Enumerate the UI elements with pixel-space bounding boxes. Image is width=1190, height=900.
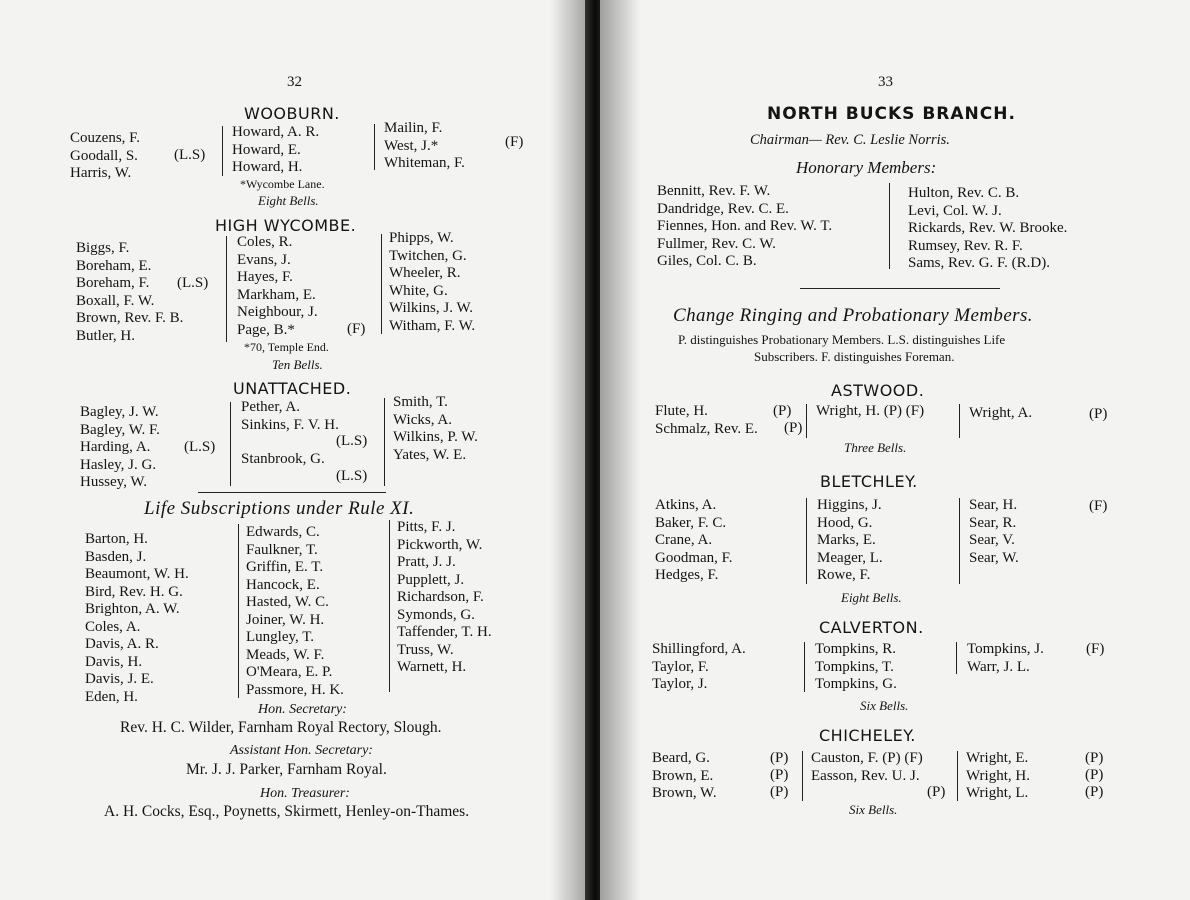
- list-item: Wicks, A.: [393, 411, 452, 428]
- honorary-col2: [908, 185, 1067, 273]
- list-item: Davis, A. R.: [85, 636, 159, 652]
- list-item: Biggs, F.: [76, 240, 130, 256]
- list-item: Basden, J.: [85, 548, 147, 565]
- list-item: Shillingford, A.: [652, 641, 746, 657]
- high-wycombe-bells: Ten Bells.: [272, 357, 323, 372]
- calverton-col3: [967, 641, 1044, 676]
- column-divider: [384, 398, 385, 486]
- calverton-col2: [815, 641, 897, 694]
- list-item: Sinkins, F. V. H.: [241, 416, 339, 433]
- hon-secretary: Rev. H. C. Wilder, Farnham Royal Rectory, Slough.: [120, 719, 442, 736]
- probationary-flag: (P): [1085, 784, 1104, 800]
- list-item: Hasted, W. C.: [246, 594, 329, 610]
- life-subscriptions-heading: Life Subscriptions under Rule XI.: [144, 498, 415, 519]
- probationary-flag: (P): [770, 784, 789, 800]
- list-item: Tompkins, J.: [967, 641, 1044, 657]
- probationary-flag: (P): [927, 784, 946, 800]
- list-item: Warnett, H.: [397, 659, 467, 675]
- list-item: Symonds, G.: [397, 606, 475, 623]
- list-item: Tompkins, G.: [815, 676, 897, 692]
- list-item: Pupplett, J.: [397, 571, 465, 588]
- column-divider: [806, 498, 807, 584]
- list-item: Harris, W.: [70, 165, 132, 181]
- list-item: Phipps, W.: [389, 230, 454, 246]
- list-item: Passmore, H. K.: [246, 681, 344, 698]
- list-item: Hancock, E.: [246, 576, 320, 593]
- list-item: Dandridge, Rev. C. E.: [657, 200, 789, 217]
- section-divider: [198, 492, 386, 493]
- list-item: Giles, Col. C. B.: [657, 253, 757, 269]
- list-item: Sear, H.: [969, 497, 1018, 513]
- list-item: Schmalz, Rev. E.: [655, 420, 758, 437]
- list-item: Fullmer, Rev. C. W.: [657, 235, 776, 252]
- list-item: Bird, Rev. H. G.: [85, 583, 183, 600]
- list-item: Pether, A.: [241, 399, 300, 415]
- list-item: Howard, E.: [232, 141, 301, 158]
- life-col3: [397, 519, 492, 677]
- list-item: Couzens, F.: [70, 130, 141, 146]
- bletchley-bells: Eight Bells.: [841, 590, 902, 605]
- list-item: Twitchen, G.: [389, 247, 467, 264]
- list-item: Boxall, F. W.: [76, 292, 155, 309]
- astwood-bells: Three Bells.: [844, 440, 907, 455]
- list-item: Wright, L.: [966, 785, 1029, 801]
- list-item: Atkins, A.: [655, 497, 717, 513]
- list-item: Butler, H.: [76, 327, 135, 344]
- probationary-flag: (P): [770, 750, 789, 766]
- list-item: Boreham, F.: [76, 275, 150, 291]
- list-item: Lungley, T.: [246, 629, 315, 645]
- list-item: Witham, F. W.: [389, 317, 476, 334]
- list-item: Goodman, F.: [655, 549, 733, 566]
- chicheley-col3: [966, 750, 1030, 803]
- list-item: Taylor, F.: [652, 658, 709, 675]
- list-item: Mailin, F.: [384, 120, 443, 136]
- column-divider: [802, 751, 803, 801]
- list-item: Hulton, Rev. C. B.: [908, 185, 1020, 201]
- list-item: Crane, A.: [655, 532, 713, 548]
- ls-flag: (L.S): [174, 147, 206, 163]
- list-item: Hood, G.: [817, 514, 873, 531]
- list-item: Brighton, A. W.: [85, 601, 180, 617]
- legend-line: Subscribers. F. distinguishes Foreman.: [754, 349, 955, 364]
- unattached-col2: [241, 399, 339, 434]
- bletchley-col3: [969, 497, 1019, 567]
- list-item: Yates, W. E.: [393, 446, 467, 463]
- list-item: Joiner, W. H.: [246, 611, 325, 628]
- list-item: Flute, H.: [655, 403, 708, 419]
- list-item: Rowe, F.: [817, 567, 871, 583]
- chairman: Chairman— Rev. C. Leslie Norris.: [750, 132, 950, 148]
- list-item: Bagley, W. F.: [80, 421, 160, 438]
- column-divider: [238, 524, 239, 698]
- column-divider: [957, 751, 958, 801]
- column-divider: [226, 236, 227, 342]
- assistant-secretary: Mr. J. J. Parker, Farnham Royal.: [186, 761, 387, 778]
- list-item: Coles, A.: [85, 618, 141, 635]
- hon-treasurer: A. H. Cocks, Esq., Poynetts, Skirmett, Henley-on-Thames.: [104, 803, 470, 820]
- list-item: Richardson, F.: [397, 589, 484, 605]
- list-item: Rumsey, Rev. R. F.: [908, 237, 1023, 254]
- wooburn-col3: [384, 120, 465, 173]
- column-divider: [806, 404, 807, 438]
- column-divider: [374, 124, 375, 170]
- probationary-flag: (P): [1089, 406, 1108, 422]
- wooburn-col2: [232, 124, 319, 177]
- list-item: Bagley, J. W.: [80, 404, 159, 420]
- foreman-flag: (F): [347, 321, 366, 337]
- list-item: Wright, E.: [966, 750, 1029, 766]
- column-divider: [959, 498, 960, 584]
- list-item: Page, B.*: [237, 321, 295, 338]
- list-item: Pitts, F. J.: [397, 519, 456, 535]
- left-page: [0, 0, 590, 900]
- list-item: Sear, W.: [969, 549, 1019, 566]
- list-item: O'Meara, E. P.: [246, 664, 333, 680]
- branch-title: NORTH BUCKS BRANCH.: [767, 104, 1016, 124]
- list-item: Warr, J. L.: [967, 658, 1030, 675]
- right-page: [600, 0, 1190, 900]
- wooburn-col1: [70, 130, 140, 183]
- high-wycombe-note: *70, Temple End.: [244, 340, 329, 354]
- column-divider: [959, 404, 960, 438]
- list-item: Tompkins, R.: [815, 641, 897, 657]
- ls-flag: (L.S): [177, 275, 209, 291]
- list-item: White, G.: [389, 282, 448, 299]
- list-item: Meager, L.: [817, 549, 883, 566]
- chicheley-col2: [811, 750, 923, 785]
- unattached-heading: UNATTACHED.: [233, 379, 352, 398]
- list-item: Brown, E.: [652, 767, 714, 784]
- list-item: West, J.*: [384, 137, 439, 154]
- list-item: Howard, H.: [232, 159, 303, 175]
- calverton-bells: Six Bells.: [860, 698, 909, 713]
- change-ringing-heading: Change Ringing and Probationary Members.: [673, 305, 1033, 326]
- astwood-col1: [655, 403, 758, 438]
- list-item: Brown, Rev. F. B.: [76, 310, 184, 326]
- list-item: Hayes, F.: [237, 269, 293, 285]
- life-col2: [246, 524, 344, 699]
- probationary-flag: (P): [1085, 767, 1104, 783]
- list-item: Davis, H.: [85, 653, 143, 670]
- list-item: Bennitt, Rev. F. W.: [657, 183, 771, 199]
- life-col1: [85, 531, 189, 706]
- list-item: Boreham, E.: [76, 257, 152, 274]
- list-item: Wilkins, P. W.: [393, 429, 478, 445]
- list-item: Pickworth, W.: [397, 536, 483, 553]
- foreman-flag: (F): [505, 134, 524, 150]
- assistant-secretary-label: Assistant Hon. Secretary:: [230, 743, 373, 758]
- list-item: Eden, H.: [85, 688, 138, 705]
- list-item: Beard, G.: [652, 750, 710, 766]
- column-divider: [381, 234, 382, 334]
- ls-flag: (L.S): [184, 439, 216, 455]
- list-item: Fiennes, Hon. and Rev. W. T.: [657, 218, 833, 234]
- column-divider: [804, 642, 805, 692]
- high-wycombe-heading: HIGH WYCOMBE.: [215, 216, 357, 235]
- list-item: Griffin, E. T.: [246, 559, 324, 575]
- list-item: Higgins, J.: [817, 497, 882, 513]
- calverton-col1: [652, 641, 746, 694]
- unattached-col3: [393, 394, 478, 464]
- list-item: Wright, H. (P) (F): [816, 403, 925, 419]
- list-item: Barton, H.: [85, 531, 148, 547]
- list-item: Truss, W.: [397, 641, 454, 658]
- column-divider: [230, 402, 231, 486]
- unattached-col1: [80, 404, 160, 492]
- calverton-heading: CALVERTON.: [819, 618, 924, 637]
- section-divider: [800, 288, 1000, 289]
- probationary-flag: (P): [773, 403, 792, 419]
- list-item: Easson, Rev. U. J.: [811, 767, 920, 784]
- list-item: Wright, H.: [966, 767, 1030, 784]
- list-item: Meads, W. F.: [246, 646, 325, 663]
- list-item: Sear, V.: [969, 532, 1015, 548]
- list-item: Hedges, F.: [655, 567, 719, 583]
- chicheley-bells: Six Bells.: [849, 802, 898, 817]
- high-wycombe-col1: [76, 240, 183, 345]
- wooburn-note: *Wycombe Lane.: [240, 177, 325, 191]
- list-item: Whiteman, F.: [384, 155, 465, 171]
- list-item: Edwards, C.: [246, 524, 320, 540]
- list-item: Brown, W.: [652, 785, 717, 801]
- list-item: Faulkner, T.: [246, 541, 318, 558]
- hon-secretary-label: Hon. Secretary:: [258, 702, 347, 717]
- list-item: Levi, Col. W. J.: [908, 202, 1002, 219]
- wooburn-heading: WOOBURN.: [244, 104, 340, 123]
- list-item: Hasley, J. G.: [80, 456, 157, 473]
- hon-treasurer-label: Hon. Treasurer:: [260, 786, 350, 801]
- list-item: Harding, A.: [80, 439, 151, 455]
- astwood-heading: ASTWOOD.: [831, 381, 925, 400]
- legend-line: P. distinguishes Probationary Members. L.S. distinguishes Life: [678, 332, 1006, 347]
- wooburn-bells: Eight Bells.: [258, 193, 319, 208]
- page-number: 33: [878, 74, 893, 90]
- list-item: Howard, A. R.: [232, 124, 320, 140]
- list-item: Smith, T.: [393, 394, 448, 410]
- list-item: Wilkins, J. W.: [389, 300, 473, 316]
- list-item: Evans, J.: [237, 251, 291, 268]
- foreman-flag: (F): [1086, 641, 1105, 657]
- list-item: Beaumont, W. H.: [85, 566, 189, 582]
- list-item: Stanbrook, G.: [241, 451, 325, 467]
- ls-flag: (L.S): [336, 433, 368, 449]
- list-item: Davis, J. E.: [85, 671, 154, 687]
- list-item: Coles, R.: [237, 234, 293, 250]
- high-wycombe-col2: [237, 234, 318, 339]
- bletchley-heading: BLETCHLEY.: [820, 472, 918, 491]
- list-item: Wright, A.: [969, 405, 1033, 421]
- high-wycombe-col3: [389, 230, 475, 335]
- list-item: Marks, E.: [817, 532, 876, 548]
- foreman-flag: (F): [1089, 498, 1108, 514]
- list-item: Wheeler, R.: [389, 265, 461, 281]
- chicheley-col1: [652, 750, 717, 803]
- page-number: 32: [287, 74, 302, 90]
- column-divider: [389, 520, 390, 692]
- probationary-flag: (P): [1085, 750, 1104, 766]
- list-item: Markham, E.: [237, 286, 316, 303]
- list-item: Rickards, Rev. W. Brooke.: [908, 220, 1068, 236]
- bletchley-col2: [817, 497, 883, 585]
- list-item: Baker, F. C.: [655, 514, 727, 531]
- list-item: Causton, F. (P) (F): [811, 750, 923, 766]
- honorary-col1: [657, 183, 832, 271]
- list-item: Sear, R.: [969, 514, 1017, 531]
- list-item: Sams, Rev. G. F. (R.D).: [908, 255, 1050, 271]
- chicheley-heading: CHICHELEY.: [819, 726, 916, 745]
- bletchley-col1: [655, 497, 733, 585]
- list-item: Hussey, W.: [80, 474, 147, 490]
- list-item: Tompkins, T.: [815, 658, 894, 675]
- list-item: Taylor, J.: [652, 676, 708, 692]
- probationary-flag: (P): [770, 767, 789, 783]
- list-item: Goodall, S.: [70, 147, 138, 164]
- probationary-flag: (P): [784, 420, 803, 436]
- list-item: Pratt, J. J.: [397, 554, 456, 570]
- column-divider: [222, 126, 223, 176]
- ls-flag: (L.S): [336, 468, 368, 484]
- list-item: Taffender, T. H.: [397, 624, 492, 640]
- list-item: Neighbour, J.: [237, 304, 318, 320]
- column-divider: [889, 183, 890, 269]
- honorary-heading: Honorary Members:: [796, 158, 937, 177]
- column-divider: [956, 642, 957, 674]
